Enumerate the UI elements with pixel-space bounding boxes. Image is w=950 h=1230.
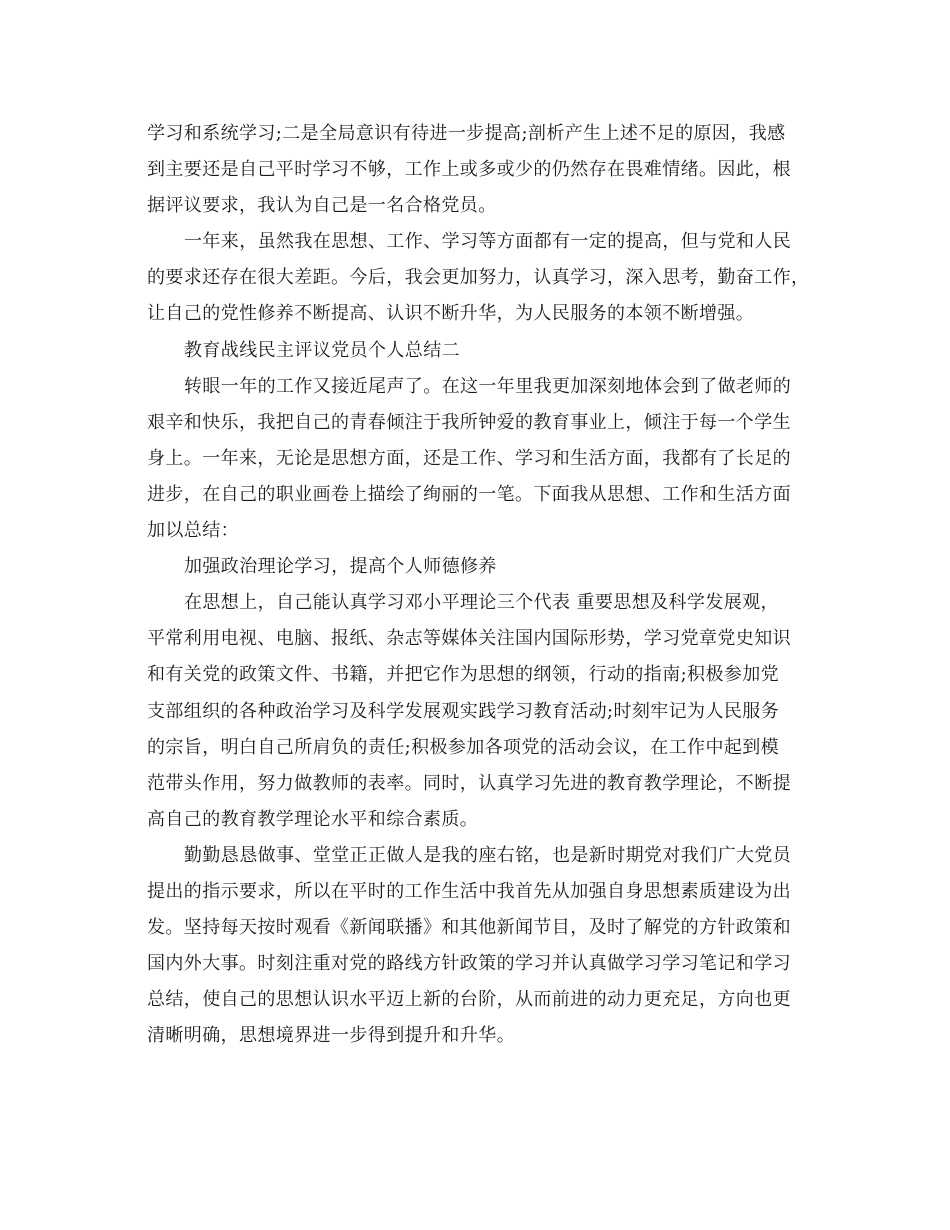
text-line: 据评议要求，我认为自己是一名合格党员。 bbox=[147, 195, 497, 217]
text-line: 总结，使自己的思想认识水平迈上新的台阶，从而前进的动力更充足，方向也更 bbox=[147, 989, 791, 1011]
text-line: 支部组织的各种政治学习及科学发展观实践学习教育活动;时刻牢记为人民服务 bbox=[147, 700, 780, 722]
text-line: 范带头作用，努力做教师的表率。同时，认真学习先进的教育教学理论，不断提 bbox=[147, 772, 791, 794]
text-line: 提出的指示要求，所以在平时的工作生活中我首先从加强自身思想素质建设为出 bbox=[147, 880, 791, 902]
text-line: 一年来，虽然我在思想、工作、学习等方面都有一定的提高，但与党和人民 bbox=[184, 231, 792, 253]
text-line: 教育战线民主评议党员个人总结二 bbox=[184, 339, 460, 361]
text-line: 和有关党的政策文件、书籍，并把它作为思想的纲领，行动的指南;积极参加党 bbox=[147, 664, 780, 686]
text-line: 的要求还存在很大差距。今后，我会更加努力，认真学习，深入思考，勤奋工作， bbox=[147, 267, 810, 289]
text-line: 在思想上，自己能认真学习邓小平理论三个代表 重要思想及科学发展观， bbox=[184, 592, 779, 614]
text-line: 学习和系统学习;二是全局意识有待进一步提高;剖析产生上述不足的原因，我感 bbox=[147, 123, 786, 144]
text-line: 到主要还是自己平时学习不够，工作上或多或少的仍然存在畏难情绪。因此，根 bbox=[147, 159, 791, 181]
text-line: 加以总结： bbox=[147, 520, 239, 542]
text-line: 转眼一年的工作又接近尾声了。在这一年里我更加深刻地体会到了做老师的 bbox=[184, 375, 792, 397]
text-line: 让自己的党性修养不断提高、认识不断升华，为人民服务的本领不断增强。 bbox=[147, 303, 755, 325]
text-line: 进步，在自己的职业画卷上描绘了绚丽的一笔。下面我从思想、工作和生活方面 bbox=[147, 483, 791, 505]
document-body bbox=[147, 116, 810, 1054]
text-line: 平常利用电视、电脑、报纸、杂志等媒体关注国内国际形势，学习党章党史知识 bbox=[147, 628, 791, 650]
text-line: 高自己的教育教学理论水平和综合素质。 bbox=[147, 808, 479, 830]
text-line: 加强政治理论学习，提高个人师德修养 bbox=[184, 556, 497, 578]
text-line: 艰辛和快乐，我把自己的青春倾注于我所钟爱的教育事业上，倾注于每一个学生 bbox=[147, 411, 791, 433]
text-line: 发。坚持每天按时观看《新闻联播》和其他新闻节目，及时了解党的方针政策和 bbox=[147, 917, 791, 939]
text-line: 勤勤恳恳做事、堂堂正正做人是我的座右铭，也是新时期党对我们广大党员 bbox=[184, 844, 792, 866]
text-line: 身上。一年来，无论是思想方面，还是工作、学习和生活方面，我都有了长足的 bbox=[147, 447, 791, 469]
text-line: 清晰明确，思想境界进一步得到提升和升华。 bbox=[147, 1025, 515, 1047]
text-line: 的宗旨，明白自己所肩负的责任;积极参加各项党的活动会议，在工作中起到模 bbox=[147, 736, 780, 758]
text-line: 国内外大事。时刻注重对党的路线方针政策的学习并认真做学习学习笔记和学习 bbox=[147, 953, 791, 975]
